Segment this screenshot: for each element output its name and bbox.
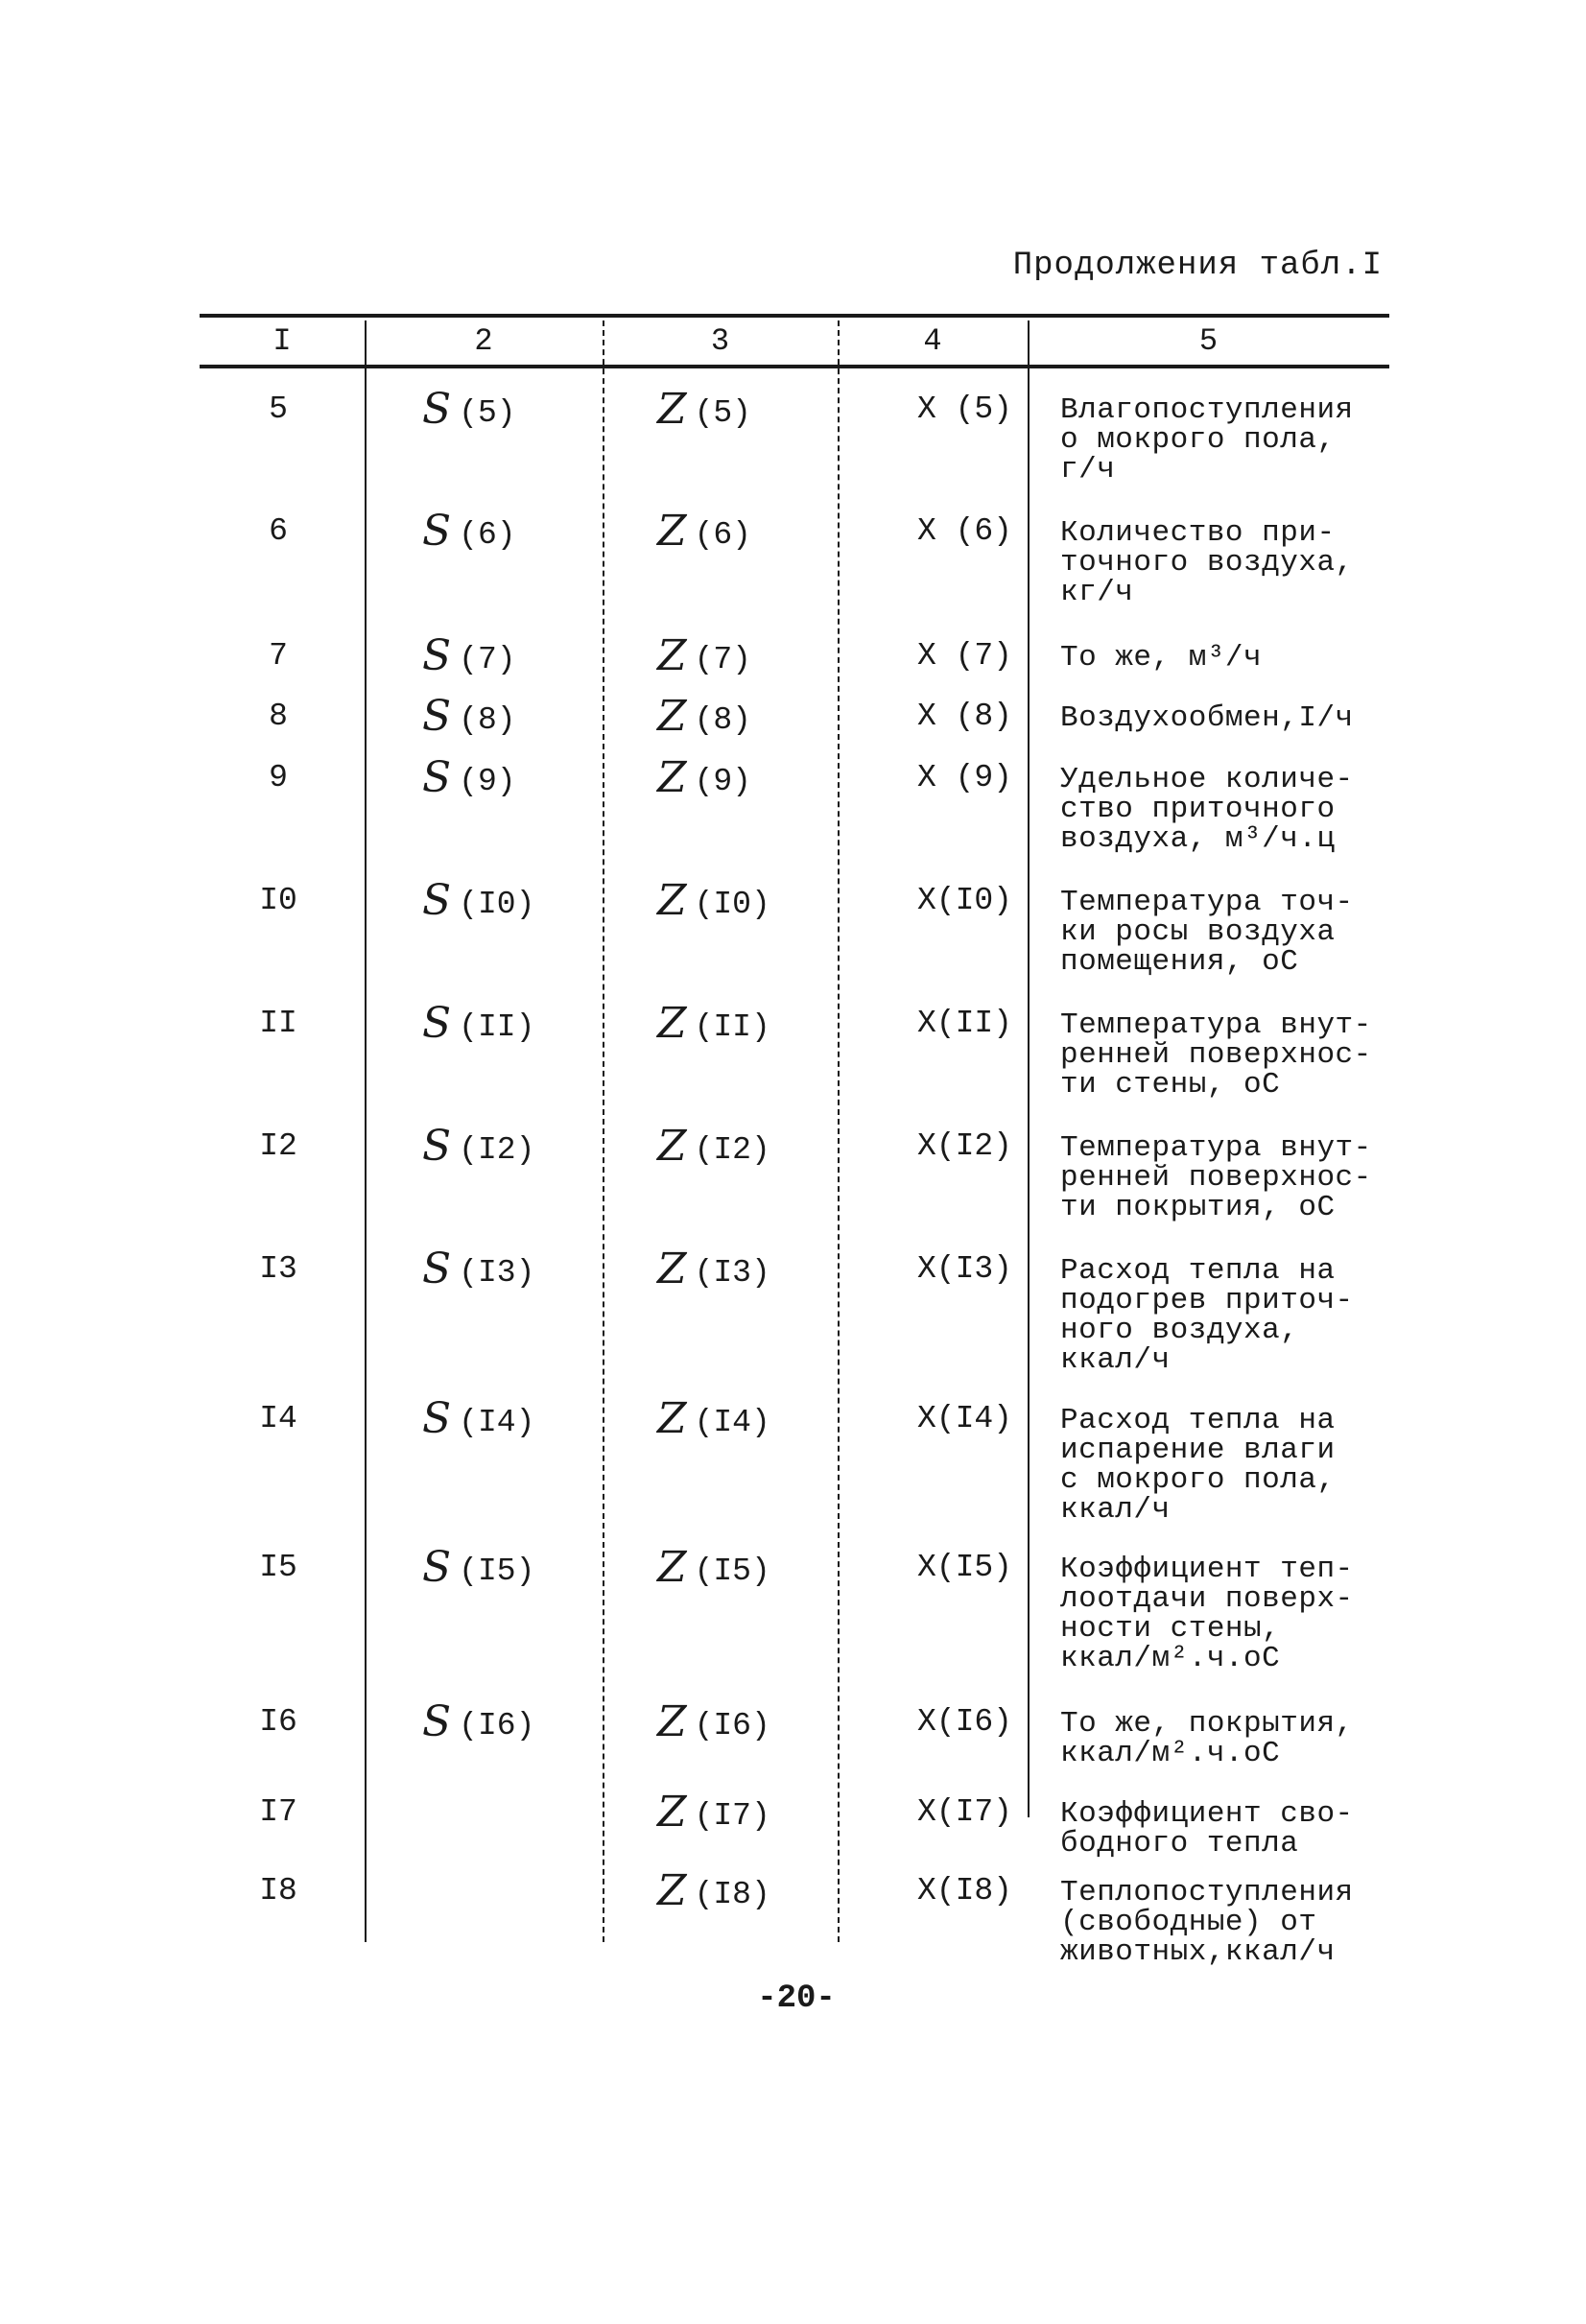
row-number: I2 xyxy=(259,1128,297,1164)
z-value: Z (6) xyxy=(657,507,751,556)
row-number: 5 xyxy=(269,391,288,427)
z-value: Z (I4) xyxy=(657,1394,770,1443)
top-rule xyxy=(200,314,1389,318)
z-value: Z (7) xyxy=(657,631,751,680)
z-value: Z (I7) xyxy=(657,1788,770,1837)
s-value: S (I3) xyxy=(422,1245,535,1293)
x-value: X (9) xyxy=(916,760,1012,795)
s-value: S (6) xyxy=(422,507,516,556)
description: Температура внут- ренней поверхнос- ти покрытия, оС xyxy=(1060,1131,1372,1224)
x-value: X(I5) xyxy=(916,1550,1012,1585)
z-value: Z (8) xyxy=(657,692,751,741)
row-number: 9 xyxy=(269,760,288,795)
description: То же, покрытия, ккал/м².ч.оС xyxy=(1060,1707,1354,1770)
row-number: I3 xyxy=(259,1251,297,1287)
z-value: Z (II) xyxy=(657,999,770,1048)
row-number: 8 xyxy=(269,699,288,734)
x-value: X(I8) xyxy=(916,1873,1012,1909)
z-value: Z (I5) xyxy=(657,1543,770,1592)
description: Количество при- точного воздуха, кг/ч xyxy=(1060,516,1354,609)
z-value: Z (I0) xyxy=(657,876,770,925)
s-value: S (7) xyxy=(422,631,516,680)
z-value: Z (I3) xyxy=(657,1245,770,1293)
z-value: Z (I2) xyxy=(657,1122,770,1171)
s-value: S (II) xyxy=(422,999,535,1048)
x-value: X(I7) xyxy=(916,1794,1012,1830)
row-number: I0 xyxy=(259,883,297,918)
column-divider-4 xyxy=(1028,320,1030,1817)
row-number: 7 xyxy=(269,638,288,674)
x-value: X(I6) xyxy=(916,1704,1012,1740)
description: То же, м³/ч xyxy=(1060,641,1263,675)
z-value: Z (5) xyxy=(657,385,751,434)
header-col-4: 4 xyxy=(923,323,942,359)
row-number: I4 xyxy=(259,1401,297,1436)
description: Воздухообмен,I/ч xyxy=(1060,701,1354,735)
column-divider-3 xyxy=(838,320,840,1942)
z-value: Z (I6) xyxy=(657,1697,770,1746)
column-divider-1 xyxy=(365,320,367,1942)
s-value: S (I2) xyxy=(422,1122,535,1171)
header-col-3: 3 xyxy=(710,323,730,359)
description: Температура внут- ренней поверхнос- ти стены, оС xyxy=(1060,1008,1372,1102)
page-number: -20- xyxy=(757,1980,836,2017)
table-caption: Продолжения табл.I xyxy=(1012,248,1383,284)
s-value xyxy=(422,1873,595,1913)
z-value: Z (9) xyxy=(657,753,751,802)
description: Теплопоступления (свободные) от животных,ккал/ч xyxy=(1060,1876,1354,1969)
header-col-2: 2 xyxy=(474,323,493,359)
header-rule xyxy=(200,365,1389,368)
x-value: X(II) xyxy=(916,1006,1012,1041)
row-number: I5 xyxy=(259,1550,297,1585)
description: Влагопоступления о мокрого пола, г/ч xyxy=(1060,393,1354,486)
row-number: I7 xyxy=(259,1794,297,1830)
row-number: I8 xyxy=(259,1873,297,1909)
s-value: S (I0) xyxy=(422,876,535,925)
description: Расход тепла на подогрев приточ- ного воздуха, ккал/ч xyxy=(1060,1254,1354,1377)
description: Удельное количе- ство приточного воздуха, м³/ч.ц xyxy=(1060,763,1354,856)
x-value: X(I3) xyxy=(916,1251,1012,1287)
column-divider-2 xyxy=(603,320,604,1942)
s-value: S (8) xyxy=(422,692,516,741)
x-value: X (8) xyxy=(916,699,1012,734)
s-value: S (I5) xyxy=(422,1543,535,1592)
s-value: S (5) xyxy=(422,385,516,434)
row-number: II xyxy=(259,1006,297,1041)
s-value: S (9) xyxy=(422,753,516,802)
s-value: S (I4) xyxy=(422,1394,535,1443)
x-value: X(I0) xyxy=(916,883,1012,918)
header-col-1: I xyxy=(272,323,292,359)
description: Температура точ- ки росы воздуха помещения, оС xyxy=(1060,886,1354,979)
row-number: 6 xyxy=(269,513,288,549)
header-col-5: 5 xyxy=(1198,323,1219,359)
row-number: I6 xyxy=(259,1704,297,1740)
description: Коэффициент теп- лоотдачи поверх- ности стены, ккал/м².ч.оС xyxy=(1060,1553,1354,1675)
description: Расход тепла на испарение влаги с мокрого пола, ккал/ч xyxy=(1060,1404,1336,1527)
x-value: X(I2) xyxy=(916,1128,1012,1164)
x-value: X (7) xyxy=(916,638,1012,674)
x-value: X (5) xyxy=(916,391,1012,427)
z-value: Z (I8) xyxy=(657,1866,770,1915)
x-value: X(I4) xyxy=(916,1401,1012,1436)
s-value xyxy=(422,1794,595,1835)
x-value: X (6) xyxy=(916,513,1012,549)
s-value: S (I6) xyxy=(422,1697,535,1746)
description: Коэффициент сво- бодного тепла xyxy=(1060,1797,1354,1861)
